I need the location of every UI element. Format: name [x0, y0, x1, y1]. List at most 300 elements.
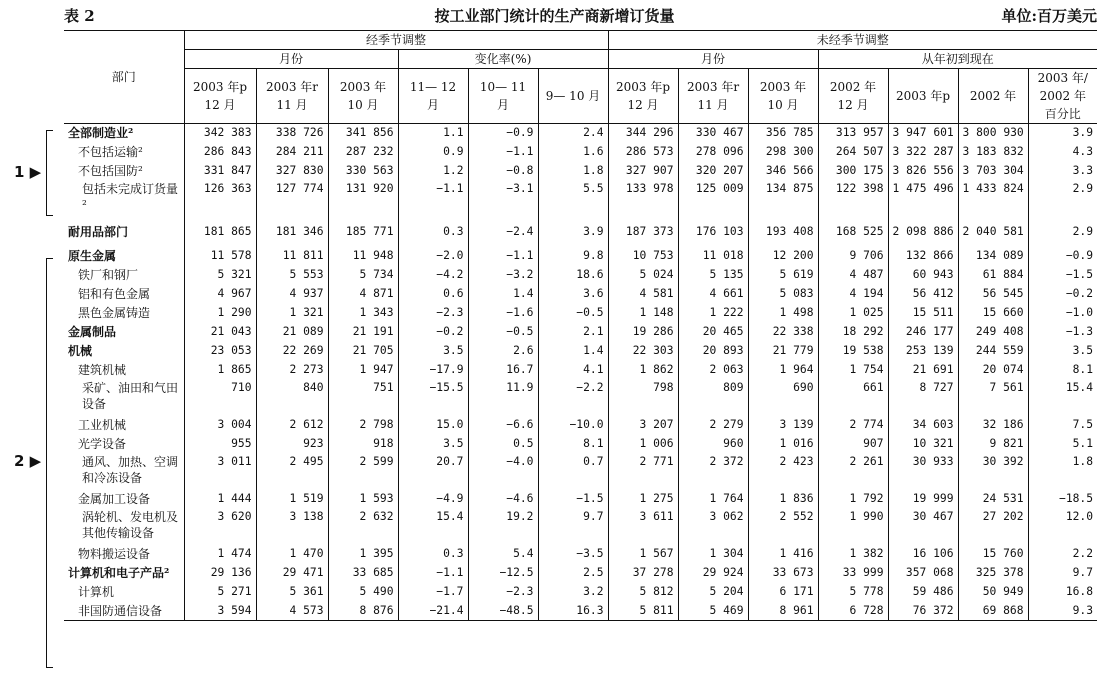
table-cell: 2.9: [1028, 217, 1097, 247]
table-cell: 11 018: [678, 247, 748, 266]
table-cell: 2 774: [818, 416, 888, 435]
row-label: 建筑机械: [78, 363, 127, 377]
table-cell: 33 673: [748, 564, 818, 583]
table-cell: 3 139: [748, 416, 818, 435]
table-cell: 1 474: [184, 545, 256, 564]
table-cell: −4.0: [468, 454, 538, 490]
table-cell: 3.6: [538, 285, 608, 304]
table-cell: 131 920: [328, 181, 398, 217]
table-cell: 12 200: [748, 247, 818, 266]
table-cell: −4.9: [398, 490, 468, 509]
table-cell: 0.6: [398, 285, 468, 304]
table-row: [64, 247, 1097, 266]
table-cell: 5.1: [1028, 435, 1097, 454]
table-cell: −18.5: [1028, 490, 1097, 509]
table-cell: 1.8: [1028, 454, 1097, 490]
monthly-header: 月份: [184, 50, 398, 69]
table-cell: 11.9: [468, 380, 538, 416]
table-cell: 15 660: [958, 304, 1028, 323]
table-cell: −4.2: [398, 266, 468, 285]
table-cell: −1.1: [398, 564, 468, 583]
table-cell: 5 024: [608, 266, 678, 285]
table-cell: 1.2: [398, 162, 468, 181]
col-header: 9— 10 月: [538, 69, 608, 124]
table-cell: 2 632: [328, 509, 398, 545]
table-cell: 2 372: [678, 454, 748, 490]
table-cell: 3.9: [538, 217, 608, 247]
table-cell: 325 378: [958, 564, 1028, 583]
row-label: 计算机: [78, 585, 115, 599]
table-cell: 69 868: [958, 602, 1028, 621]
table-cell: 253 139: [888, 342, 958, 361]
col-header: 2003 年r 11 月: [256, 69, 328, 124]
table-cell: 34 603: [888, 416, 958, 435]
table-row: [64, 143, 1097, 162]
table-cell: 76 372: [888, 602, 958, 621]
table-row: [64, 435, 1097, 454]
table-cell: 2 612: [256, 416, 328, 435]
table-cell: 3 011: [184, 454, 256, 490]
table-cell: 286 843: [184, 143, 256, 162]
table-cell: 3.9: [1028, 124, 1097, 143]
table-cell: 1 862: [608, 361, 678, 380]
table-row: [64, 602, 1097, 621]
row-label: 光学设备: [78, 437, 127, 451]
table-row: [64, 323, 1097, 342]
table-cell: 1 836: [748, 490, 818, 509]
table-cell: 21 191: [328, 323, 398, 342]
table-cell: −1.7: [398, 583, 468, 602]
table-cell: 1.6: [538, 143, 608, 162]
table-cell: 2.9: [1028, 181, 1097, 217]
table-cell: 32 186: [958, 416, 1028, 435]
table-cell: 16 106: [888, 545, 958, 564]
table-cell: 23 053: [184, 342, 256, 361]
table-cell: 5 361: [256, 583, 328, 602]
table-cell: 955: [184, 435, 256, 454]
table-cell: 168 525: [818, 217, 888, 247]
table-cell: 918: [328, 435, 398, 454]
table-cell: 22 338: [748, 323, 818, 342]
table-cell: 331 847: [184, 162, 256, 181]
table-cell: 8 876: [328, 602, 398, 621]
table-cell: 5 553: [256, 266, 328, 285]
table-cell: 61 884: [958, 266, 1028, 285]
table-cell: 0.5: [468, 435, 538, 454]
row-label: 物料搬运设备: [78, 547, 151, 561]
table-cell: 1 865: [184, 361, 256, 380]
table-cell: 1 025: [818, 304, 888, 323]
table-cell: 193 408: [748, 217, 818, 247]
table-cell: 840: [256, 380, 328, 416]
table-cell: −1.6: [468, 304, 538, 323]
table-cell: 21 705: [328, 342, 398, 361]
table-cell: 1 416: [748, 545, 818, 564]
table-cell: 3 611: [608, 509, 678, 545]
table-cell: 2 040 581: [958, 217, 1028, 247]
table-cell: −21.4: [398, 602, 468, 621]
monthly-header-2: 月份: [608, 50, 818, 69]
table-row: [64, 304, 1097, 323]
table-cell: 2.1: [538, 323, 608, 342]
table-row: [64, 342, 1097, 361]
row-label: 通风、加热、空调和冷冻设备: [82, 454, 179, 485]
table-cell: 798: [608, 380, 678, 416]
row-label: 涡轮机、发电机及其他传输设备: [82, 509, 179, 540]
table-cell: 5 778: [818, 583, 888, 602]
table-cell: 2 098 886: [888, 217, 958, 247]
row-label: 金属制品: [68, 325, 117, 339]
table-cell: 3.5: [398, 342, 468, 361]
table-cell: 56 545: [958, 285, 1028, 304]
table-cell: 1 498: [748, 304, 818, 323]
row-label: 不包括运输²: [78, 145, 143, 159]
table-cell: 8.1: [1028, 361, 1097, 380]
table-cell: 5 811: [608, 602, 678, 621]
table-cell: 1.8: [538, 162, 608, 181]
table-cell: 19 538: [818, 342, 888, 361]
table-cell: 4 581: [608, 285, 678, 304]
table-cell: 1.1: [398, 124, 468, 143]
table-cell: 2 552: [748, 509, 818, 545]
table-cell: 809: [678, 380, 748, 416]
table-row: [64, 564, 1097, 583]
table-cell: 181 865: [184, 217, 256, 247]
col-header: 2003 年p: [888, 69, 958, 124]
table-cell: 125 009: [678, 181, 748, 217]
table-row: [64, 380, 1097, 416]
table-cell: −1.1: [468, 143, 538, 162]
table-cell: 1 470: [256, 545, 328, 564]
table-cell: −0.5: [538, 304, 608, 323]
seasonal-header: 经季节调整: [184, 31, 608, 50]
group-1-bracket: [46, 130, 53, 216]
table-cell: 244 559: [958, 342, 1028, 361]
table-cell: 176 103: [678, 217, 748, 247]
table-cell: 1.4: [468, 285, 538, 304]
table-cell: 4 487: [818, 266, 888, 285]
table-cell: 330 563: [328, 162, 398, 181]
table-cell: 9.7: [1028, 564, 1097, 583]
row-label: 铁厂和钢厂: [78, 268, 139, 282]
ytd-header: 从年初到现在: [818, 50, 1097, 69]
table-cell: 134 875: [748, 181, 818, 217]
table-cell: 4 967: [184, 285, 256, 304]
table-cell: −2.0: [398, 247, 468, 266]
unseasonal-header: 未经季节调整: [608, 31, 1097, 50]
table-cell: 3 062: [678, 509, 748, 545]
row-label: 黑色金属铸造: [78, 306, 151, 320]
table-cell: 300 175: [818, 162, 888, 181]
table-cell: 2.5: [538, 564, 608, 583]
table-cell: 3 594: [184, 602, 256, 621]
table-cell: −0.2: [398, 323, 468, 342]
table-cell: −0.9: [1028, 247, 1097, 266]
table-cell: 7 561: [958, 380, 1028, 416]
table-cell: −2.4: [468, 217, 538, 247]
table-cell: 5.4: [468, 545, 538, 564]
col-header: 2003 年p 12 月: [184, 69, 256, 124]
table-row: [64, 583, 1097, 602]
table-cell: 4 573: [256, 602, 328, 621]
table-cell: 342 383: [184, 124, 256, 143]
table-cell: 22 269: [256, 342, 328, 361]
col-header: 2002 年 12 月: [818, 69, 888, 124]
table-cell: −2.3: [468, 583, 538, 602]
row-label: 包括未完成订货量²: [82, 181, 179, 212]
table-header: [64, 31, 1097, 124]
table-cell: −0.5: [468, 323, 538, 342]
table-cell: 19 286: [608, 323, 678, 342]
col-header: 2003 年r 11 月: [678, 69, 748, 124]
row-label: 金属加工设备: [78, 492, 151, 506]
table-cell: 1 990: [818, 509, 888, 545]
table-cell: 1 947: [328, 361, 398, 380]
col-header: 2002 年: [958, 69, 1028, 124]
table-cell: 0.3: [398, 545, 468, 564]
table-cell: 15 511: [888, 304, 958, 323]
table-cell: 2 273: [256, 361, 328, 380]
table-cell: 4 194: [818, 285, 888, 304]
unit-label: 单位:百万美元: [1001, 7, 1097, 25]
table-cell: 286 573: [608, 143, 678, 162]
table-cell: −2.3: [398, 304, 468, 323]
table-cell: 1 519: [256, 490, 328, 509]
table-cell: 4 937: [256, 285, 328, 304]
col-header: 2003 年p 12 月: [608, 69, 678, 124]
table-cell: 327 830: [256, 162, 328, 181]
table-cell: 710: [184, 380, 256, 416]
table-cell: −0.9: [468, 124, 538, 143]
table-cell: 21 089: [256, 323, 328, 342]
table-cell: 2 771: [608, 454, 678, 490]
table-cell: 30 933: [888, 454, 958, 490]
table-cell: 1 792: [818, 490, 888, 509]
table-cell: 3.5: [398, 435, 468, 454]
table-cell: 960: [678, 435, 748, 454]
table-cell: −6.6: [468, 416, 538, 435]
group-1-marker: 1 ▶: [14, 163, 42, 181]
table-cell: −1.5: [538, 490, 608, 509]
group-2-marker: 2 ▶: [14, 452, 42, 470]
row-label: 耐用品部门: [68, 224, 129, 239]
table-cell: 20.7: [398, 454, 468, 490]
table-cell: −2.2: [538, 380, 608, 416]
table-cell: 3 703 304: [958, 162, 1028, 181]
row-label: 机械: [68, 344, 93, 358]
table-cell: −17.9: [398, 361, 468, 380]
table-cell: 3 207: [608, 416, 678, 435]
table-cell: −10.0: [538, 416, 608, 435]
table-cell: 122 398: [818, 181, 888, 217]
table-cell: 2 261: [818, 454, 888, 490]
table-cell: 1.4: [538, 342, 608, 361]
col-header: 11— 12 月: [398, 69, 468, 124]
table-cell: 15 760: [958, 545, 1028, 564]
table-row: [64, 217, 1097, 247]
row-label: 原生金属: [68, 249, 117, 263]
table-cell: 60 943: [888, 266, 958, 285]
table-cell: 1 290: [184, 304, 256, 323]
table-cell: 18 292: [818, 323, 888, 342]
table-cell: 22 303: [608, 342, 678, 361]
table-cell: 2.4: [538, 124, 608, 143]
table-cell: 19 999: [888, 490, 958, 509]
table-row: [64, 361, 1097, 380]
table-cell: 6 171: [748, 583, 818, 602]
table-cell: 5 812: [608, 583, 678, 602]
table-cell: 126 363: [184, 181, 256, 217]
col-header: 2003 年 10 月: [328, 69, 398, 124]
table-cell: 5 271: [184, 583, 256, 602]
table-cell: 9.3: [1028, 602, 1097, 621]
table-row: [64, 181, 1097, 217]
table-cell: 1 321: [256, 304, 328, 323]
table-cell: 5 321: [184, 266, 256, 285]
table-cell: 357 068: [888, 564, 958, 583]
table-cell: 5 469: [678, 602, 748, 621]
table-cell: 1 567: [608, 545, 678, 564]
table-cell: 3 322 287: [888, 143, 958, 162]
table-cell: 187 373: [608, 217, 678, 247]
table-cell: 1 343: [328, 304, 398, 323]
table-row: [64, 162, 1097, 181]
table-cell: 24 531: [958, 490, 1028, 509]
table-cell: 4.3: [1028, 143, 1097, 162]
table-cell: 4 871: [328, 285, 398, 304]
table-cell: 0.3: [398, 217, 468, 247]
table-cell: −3.5: [538, 545, 608, 564]
table-cell: 1 275: [608, 490, 678, 509]
table-cell: −1.0: [1028, 304, 1097, 323]
table-body: [64, 124, 1097, 621]
row-label: 铝和有色金属: [78, 287, 151, 301]
table-cell: 9 821: [958, 435, 1028, 454]
table-title: 按工业部门统计的生产商新增订货量: [434, 7, 675, 25]
table-cell: 3.3: [1028, 162, 1097, 181]
table-cell: 133 978: [608, 181, 678, 217]
table-cell: 923: [256, 435, 328, 454]
table-cell: 278 096: [678, 143, 748, 162]
col-header: 2003 年/ 2002 年 百分比: [1028, 69, 1097, 124]
table-cell: −3.2: [468, 266, 538, 285]
table-cell: 29 471: [256, 564, 328, 583]
table-cell: 284 211: [256, 143, 328, 162]
table-row: [64, 285, 1097, 304]
table-cell: 8 961: [748, 602, 818, 621]
table-row: [64, 490, 1097, 509]
table-cell: 3 800 930: [958, 124, 1028, 143]
table-row: [64, 509, 1097, 545]
table-cell: 15.0: [398, 416, 468, 435]
table-cell: 346 566: [748, 162, 818, 181]
table-cell: 298 300: [748, 143, 818, 162]
table-cell: 8.1: [538, 435, 608, 454]
table-cell: 29 136: [184, 564, 256, 583]
table-cell: 9.8: [538, 247, 608, 266]
table-cell: 16.7: [468, 361, 538, 380]
group-2-bracket: [46, 258, 53, 668]
table-row: [64, 124, 1097, 143]
table-cell: 21 043: [184, 323, 256, 342]
table-cell: 2 279: [678, 416, 748, 435]
table-cell: −1.1: [468, 247, 538, 266]
table-cell: 20 893: [678, 342, 748, 361]
row-label: 工业机械: [78, 418, 127, 432]
table-cell: −1.1: [398, 181, 468, 217]
col-header: 10— 11 月: [468, 69, 538, 124]
table-cell: 1 754: [818, 361, 888, 380]
table-cell: −12.5: [468, 564, 538, 583]
table-cell: 19.2: [468, 509, 538, 545]
table-cell: −0.8: [468, 162, 538, 181]
table-cell: 134 089: [958, 247, 1028, 266]
table-cell: 3 947 601: [888, 124, 958, 143]
table-cell: 246 177: [888, 323, 958, 342]
table-cell: 3 004: [184, 416, 256, 435]
table-row: [64, 266, 1097, 285]
table-cell: −48.5: [468, 602, 538, 621]
table-cell: 5 619: [748, 266, 818, 285]
table-cell: 1 304: [678, 545, 748, 564]
table-cell: 16.3: [538, 602, 608, 621]
table-cell: 5 490: [328, 583, 398, 602]
table-cell: 33 999: [818, 564, 888, 583]
table-cell: 50 949: [958, 583, 1028, 602]
table-cell: 30 392: [958, 454, 1028, 490]
row-label: 不包括国防²: [78, 164, 143, 178]
table-cell: 661: [818, 380, 888, 416]
table-cell: 2 423: [748, 454, 818, 490]
table-cell: 2.6: [468, 342, 538, 361]
table-cell: 751: [328, 380, 398, 416]
table-cell: −4.6: [468, 490, 538, 509]
table-cell: 10 321: [888, 435, 958, 454]
table-cell: 27 202: [958, 509, 1028, 545]
table-cell: −1.5: [1028, 266, 1097, 285]
change-rate-header: 变化率(%): [398, 50, 608, 69]
table-cell: 1 964: [748, 361, 818, 380]
table-cell: 5 734: [328, 266, 398, 285]
table-cell: 1 475 496: [888, 181, 958, 217]
table-cell: 1 222: [678, 304, 748, 323]
table-cell: 264 507: [818, 143, 888, 162]
table-cell: 0.9: [398, 143, 468, 162]
table-cell: 16.8: [1028, 583, 1097, 602]
table-cell: 11 948: [328, 247, 398, 266]
table-cell: 20 074: [958, 361, 1028, 380]
table-cell: 2.2: [1028, 545, 1097, 564]
table-cell: 327 907: [608, 162, 678, 181]
table-cell: 29 924: [678, 564, 748, 583]
table-row: [64, 416, 1097, 435]
row-label: 计算机和电子产品²: [68, 566, 170, 580]
table-cell: 1 764: [678, 490, 748, 509]
table-cell: 356 785: [748, 124, 818, 143]
table-row: [64, 454, 1097, 490]
table-cell: 907: [818, 435, 888, 454]
row-label: 全部制造业²: [68, 126, 134, 141]
table-cell: 1 006: [608, 435, 678, 454]
table-cell: 1 593: [328, 490, 398, 509]
table-cell: 9 706: [818, 247, 888, 266]
row-label: 非国防通信设备: [64, 602, 184, 621]
table-cell: 341 856: [328, 124, 398, 143]
table-cell: 2 495: [256, 454, 328, 490]
table-cell: 37 278: [608, 564, 678, 583]
row-label: 采矿、油田和气田设备: [82, 380, 179, 411]
table-cell: 1 444: [184, 490, 256, 509]
